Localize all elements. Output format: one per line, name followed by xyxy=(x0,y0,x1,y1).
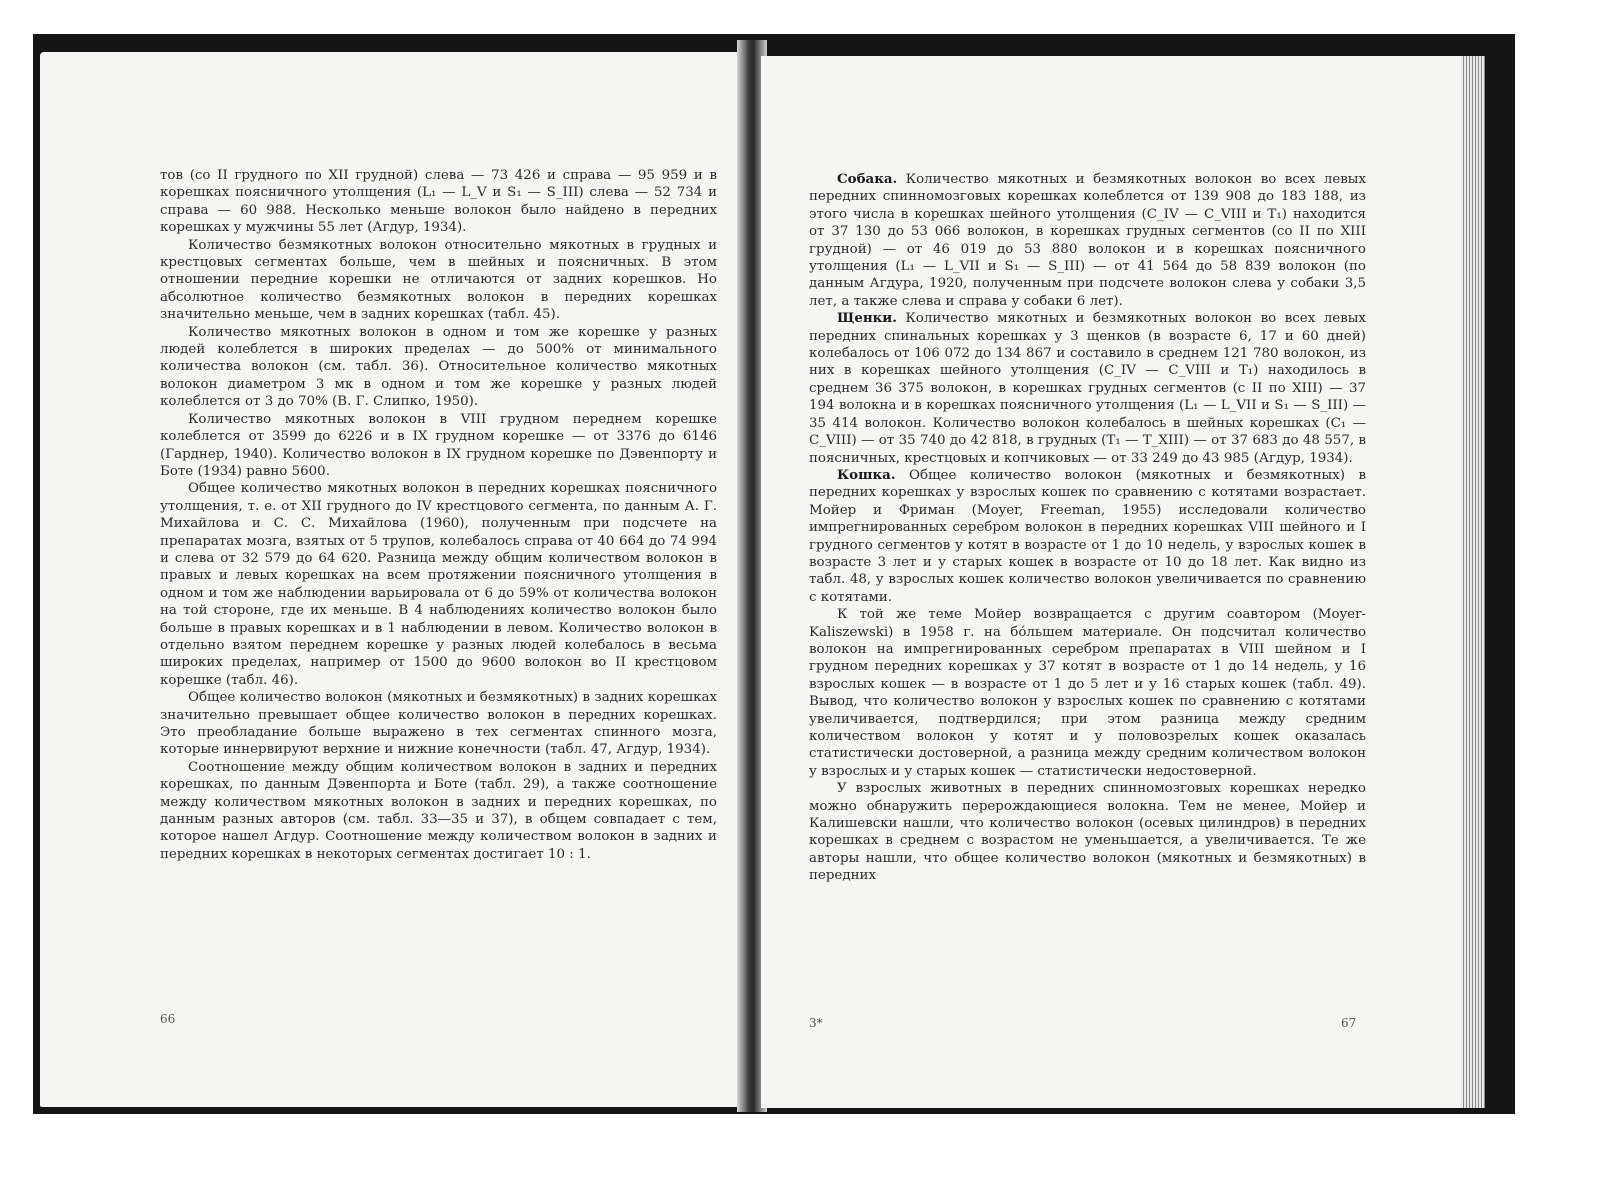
section-heading: Кошка. xyxy=(837,466,896,483)
signature-mark: 3* xyxy=(809,1016,823,1030)
right-text-column xyxy=(809,171,1366,885)
page-stack-edge xyxy=(1461,56,1485,1108)
paragraph: К той же теме Мойер возвращается с другим соавтором (Moyer-Kaliszewski) в 1958 г. на бо́льшем материале. Он подсчитал количество волокон на импрегнированных серебром препаратах в VIII шейном и I грудном передних корешках у 37 котят в возрасте от 1 до 14 недель, у 16 взрослых кошек — в возрасте от 1 до 5 лет и у 16 старых кошек (табл. 49). Вывод, что количество волокон у взрослых кошек по сравнению с котятами увеличивается, подтвердился; при этом разница между средним количеством волокон у котят и у половозрелых кошек оказалась статистически достоверной, а разница между средним количеством волокон у взрослых и у старых кошек — статистически недостоверной. xyxy=(809,607,1366,779)
paragraph: Количество безмякотных волокон относительно мякотных в грудных и крестцовых сегментах больше, чем в шейных и поясничных. В этом отношении передние корешки не отличаются от задних корешков. Но абсолютное количество безмякотных волокон в передних корешках значительно меньше, чем в задних корешках (табл. 45). xyxy=(160,237,717,323)
section-text: Общее количество волокон (мякотных и безмякотных) в передних корешках у взрослых кошек по сравнению с котятами возрастает. Мойер и Фриман (Moyer, Freeman, 1955) исследовали количество импрегнированных серебром волокон в передних корешках VIII шейного и I грудного сегментов у котят в возрасте от 1 до 10 недель, у взрослых кошек в возрасте 3 лет и у старых кошек в возрасте от 10 до 18 лет. Как видно из табл. 48, у взрослых кошек количество волокон увеличивается по сравнению с котятами. xyxy=(809,467,1366,605)
section-text: Количество мякотных и безмякотных волокон во всех левых передних спинальных корешках у 3 щенков (в возрасте 6, 17 и 60 дней) колебалось от 106 072 до 134 867 и составило в среднем 121 780 волокон, из них в корешках шейного утолщения (C_IV — C_VIII и T₁) находилось в среднем 36 375 волокон, в корешках грудных сегментов (с II по XIII) — 37 194 волокна и в корешках поясничного утолщения (L₁ — L_VII и S₁ — S_III) — 35 414 волокон. Количество волокон колебалось в шейных корешках (C₁ — C_VIII) — от 35 740 до 42 818, в грудных (T₁ — T_XIII) — от 37 683 до 48 557, в поясничных, крестцовых и копчиковых — от 33 249 до 43 985 (Агдур, 1934). xyxy=(809,311,1366,466)
page-number-right: 67 xyxy=(1341,1016,1357,1030)
paragraph: Количество мякотных волокон в VIII грудном переднем корешке колеблется от 3599 до 6226 и в IX грудном корешке — от 3376 до 6146 (Гарднер, 1940). Количество волокон в IX грудном корешке по Дэвенпорту и Боте (1934) равно 5600. xyxy=(160,411,717,479)
section-dog xyxy=(809,171,1366,310)
paragraph: Соотношение между общим количеством волокон в задних и передних корешках, по данным Дэвенпорта и Боте (табл. 29), а также соотношение между количеством мякотных волокон в задних и передних корешках, по данным разных авторов (см. табл. 33—35 и 37), в общем совпадает с тем, которое нашел Агдур. Соотношение между количеством волокон в задних и передних корешках в некоторых сегментах достигает 10 : 1. xyxy=(160,759,717,862)
paragraph: тов (со II грудного по XII грудной) слева — 73 426 и справа — 95 959 и в корешках поясничного утолщения (L₁ — L_V и S₁ — S_III) слева — 52 734 и справа — 60 988. Несколько меньше волокон было найдено в передних корешках у мужчины 55 лет (Агдур, 1934). xyxy=(160,168,717,236)
page-number-left: 66 xyxy=(160,1012,176,1026)
paragraph: У взрослых животных в передних спинномозговых корешках нередко можно обнаружить перерождающиеся волокна. Тем не менее, Мойер и Калишевски нашли, что количество волокон (осевых цилиндров) в передних корешках в среднем с возрастом не уменьшается, а увеличивается. Те же авторы нашли, что общее количество волокон (мякотных и безмякотных) в передних xyxy=(809,781,1366,884)
section-text: Количество мякотных и безмякотных волокон во всех левых передних спинномозговых корешках колеблется от 139 908 до 183 188, из этого числа в корешках шейного утолщения (C_IV — C_VIII и T₁) находится от 37 130 до 53 066 волокон, в корешках грудных сегментов (со II по XIII грудной) — от 46 019 до 53 880 волокон и в корешках поясничного утолщения (L₁ — L_VII и S₁ — S_III) — от 41 564 до 58 839 волокон (по данным Агдура, 1920, полученным при подсчете волокон слева у собаки 3,5 лет, а также слева и справа у собаки 6 лет). xyxy=(809,172,1366,309)
paragraph: Общее количество волокон (мякотных и безмякотных) в задних корешках значительно превышает общее количество волокон в передних корешках. Это преобладание больше выражено в тех сегментах спинного мозга, которые иннервируют верхние и нижние конечности (табл. 47, Агдур, 1934). xyxy=(160,690,717,758)
section-heading: Щенки. xyxy=(837,310,897,327)
paragraph: Общее количество мякотных волокон в передних корешках поясничного утолщения, т. е. от XII грудного до IV крестцового сегмента, по данным А. Г. Михайлова и С. С. Михайлова (1960), полученным при подсчете на препаратах мозга, взятых от 5 трупов, колебалось справа от 40 664 до 74 994 и слева от 32 579 до 64 620. Разница между общим количеством волокон в правых и левых корешках на всем протяжении поясничного утолщения в одном и том же наблюдении варьировала от 6 до 59% от количества волокон на той стороне, где их меньше. В 4 наблюдениях количество волокон было больше в правых корешках и в 1 наблюдении в левом. Количество волокон в отдельно взятом переднем корешке у разных людей колебалось в весьма широких пределах, например от 1500 до 9600 волокон во II крестцовом корешке (табл. 46). xyxy=(160,481,717,688)
right-page xyxy=(761,56,1461,1108)
paragraph: Количество мякотных волокон в одном и том же корешке у разных людей колеблется в широких пределах — до 500% от минимального количества волокон (см. табл. 36). Относительное количество мякотных волокон диаметром 3 мк в одном и том же корешке у разных людей колеблется от 3 до 70% (В. Г. Слипко, 1950). xyxy=(160,324,717,410)
section-puppies xyxy=(809,310,1366,467)
section-heading: Собака. xyxy=(837,171,898,187)
left-page xyxy=(40,52,748,1107)
section-cat xyxy=(809,467,1366,606)
left-text-column xyxy=(160,167,717,863)
